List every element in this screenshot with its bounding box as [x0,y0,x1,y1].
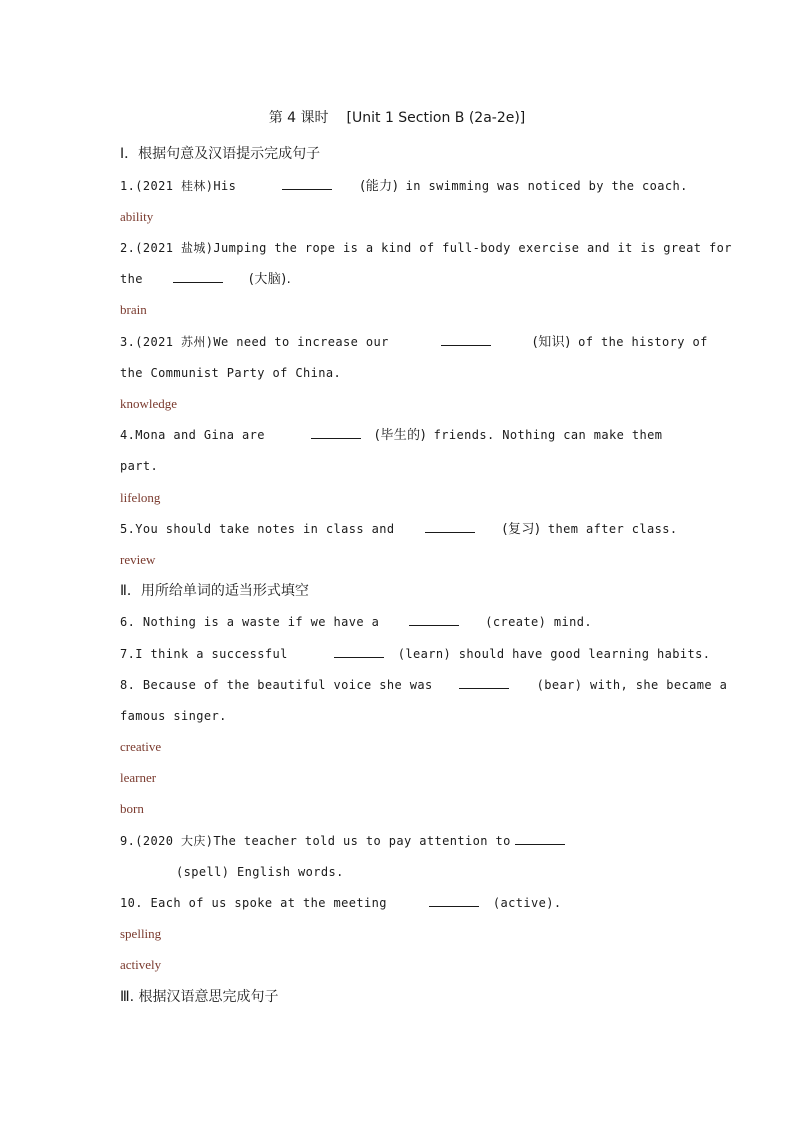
lesson-label: 第 4 课时 [268,110,329,126]
question-3-line-2: the Communist Party of China. [120,366,342,380]
page-title [0,108,794,128]
answer-10: actively [120,957,162,972]
question-1: 1.(2021 桂林)His (能力) in swimming was noticed by the coach. [120,176,688,196]
answer-blank [173,269,223,283]
unit-label: [Unit 1 Section B (2a-2e)] [346,110,526,126]
answer-6: creative [120,739,162,754]
question-9-line-2: (spell) English words. [176,865,344,879]
answer-2: brain [120,302,147,317]
answer-4: lifelong [120,490,161,505]
answer-8: born [120,801,144,816]
question-2: 2.(2021 盐城)Jumping the rope is a kind of full-body exercise and it is great for [120,241,732,255]
answer-5: review [120,552,156,567]
section-1-heading: Ⅰ．根据句意及汉语提示完成句子 [120,146,321,162]
question-2-line-2: the (大脑). [120,269,291,289]
answer-blank [282,176,332,190]
answer-blank [441,332,491,346]
question-4-line-2: part. [120,459,159,473]
question-7: 7.I think a successful (learn) should have good learning habits. [120,644,710,664]
question-5: 5.You should take notes in class and (复习) them after class. [120,519,678,539]
section-3-heading: Ⅲ. 根据汉语意思完成句子 [120,989,279,1005]
section-2-heading: Ⅱ．用所给单词的适当形式填空 [120,583,309,599]
question-4: 4.Mona and Gina are (毕生的) friends. Nothing can make them [120,425,662,445]
question-9: 9.(2020 大庆)The teacher told us to pay attention to [120,831,565,851]
question-8: 8. Because of the beautiful voice she was (bear) with, she became a [120,675,727,695]
question-8-line-2: famous singer. [120,709,227,723]
answer-blank [409,612,459,626]
question-6: 6. Nothing is a waste if we have a (create) mind. [120,612,592,632]
answer-blank [334,644,384,658]
question-3: 3.(2021 苏州)We need to increase our (知识) of the history of [120,332,708,352]
answer-blank [515,831,565,845]
answer-blank [311,425,361,439]
question-10: 10. Each of us spoke at the meeting (active). [120,893,562,913]
answer-9: spelling [120,926,162,941]
answer-blank [425,519,475,533]
answer-7: learner [120,770,157,785]
answer-3: knowledge [120,396,178,411]
answer-blank [429,893,479,907]
answer-blank [459,675,509,689]
answer-1: ability [120,209,154,224]
